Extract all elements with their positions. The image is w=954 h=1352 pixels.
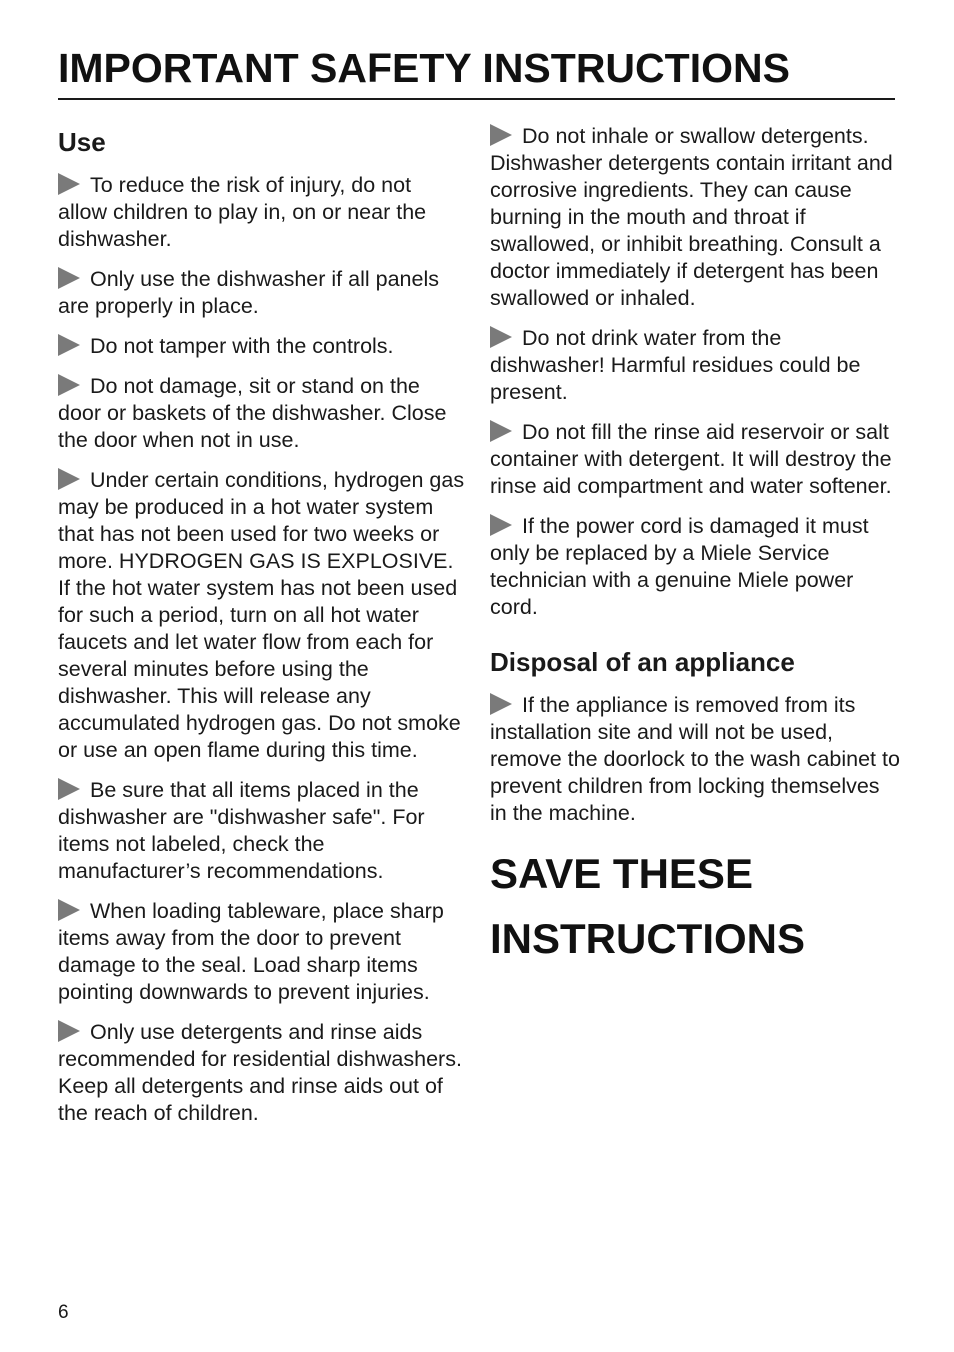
save-instructions-heading: [490, 841, 900, 971]
list-item: Only use the dishwasher if all panels are properly in place.: [58, 267, 439, 318]
triangle-right-icon: [58, 1020, 80, 1042]
triangle-right-icon: [490, 420, 512, 442]
triangle-right-icon: [490, 693, 512, 715]
triangle-right-icon: [58, 374, 80, 396]
list-item: Only use detergents and rinse aids recommended for residential dishwashers. Keep all detergents and rinse aids out of the reach of children.: [58, 1020, 462, 1125]
page-number: 6: [58, 1302, 69, 1323]
triangle-right-icon: [58, 468, 80, 490]
list-item: Do not damage, sit or stand on the door or baskets of the dishwasher. Close the door when not in use.: [58, 374, 447, 452]
section-heading-disposal: Disposal of an appliance: [490, 647, 795, 677]
save-line-2: INSTRUCTIONS: [490, 915, 805, 962]
list-item: Do not inhale or swallow detergents. Dishwasher detergents contain irritant and corrosive ingredients. They can cause burning in the mouth and throat if swallowed, or inhibit breathing. Consult a doctor immediately if detergent has been swallowed or inhaled.: [490, 124, 893, 310]
triangle-right-icon: [58, 899, 80, 921]
list-item: Do not drink water from the dishwasher! Harmful residues could be present.: [490, 326, 861, 404]
list-item: If the appliance is removed from its installation site and will not be used, remove the doorlock to the wash cabinet to prevent children from locking themselves in the machine.: [490, 693, 900, 825]
list-item: Under certain conditions, hydrogen gas may be produced in a hot water system that has not been used for two weeks or more. HYDROGEN GAS IS EXPLOSIVE. If the hot water system has not been used for such a period, turn on all hot water faucets and let water flow from each for several minutes before using the dishwasher. This will release any accumulated hydrogen gas. Do not smoke or use an open flame during this time.: [58, 468, 465, 762]
left-column: [58, 123, 466, 1140]
list-item: To reduce the risk of injury, do not allow children to play in, on or near the dishwasher.: [58, 173, 427, 251]
triangle-right-icon: [58, 778, 80, 800]
right-column: [490, 123, 900, 971]
list-item: Be sure that all items placed in the dishwasher are "dishwasher safe". For items not labeled, check the manufacturer’s recommendations.: [58, 778, 425, 883]
list-item: Do not fill the rinse aid reservoir or salt container with detergent. It will destroy the rinse aid compartment and water softener.: [490, 420, 892, 498]
triangle-right-icon: [490, 514, 512, 536]
list-item: If the power cord is damaged it must only be replaced by a Miele Service technician with a genuine Miele power cord.: [490, 514, 869, 619]
triangle-right-icon: [490, 124, 512, 146]
triangle-right-icon: [490, 326, 512, 348]
triangle-right-icon: [58, 334, 80, 356]
save-line-1: SAVE THESE: [490, 850, 753, 897]
page-title: IMPORTANT SAFETY INSTRUCTIONS: [58, 40, 895, 100]
list-item: Do not tamper with the controls.: [58, 333, 466, 360]
triangle-right-icon: [58, 173, 80, 195]
triangle-right-icon: [58, 267, 80, 289]
section-heading-use: Use: [58, 127, 106, 157]
list-item: When loading tableware, place sharp items away from the door to prevent damage to the seal. Load sharp items pointing downwards to prevent injuries.: [58, 899, 444, 1004]
